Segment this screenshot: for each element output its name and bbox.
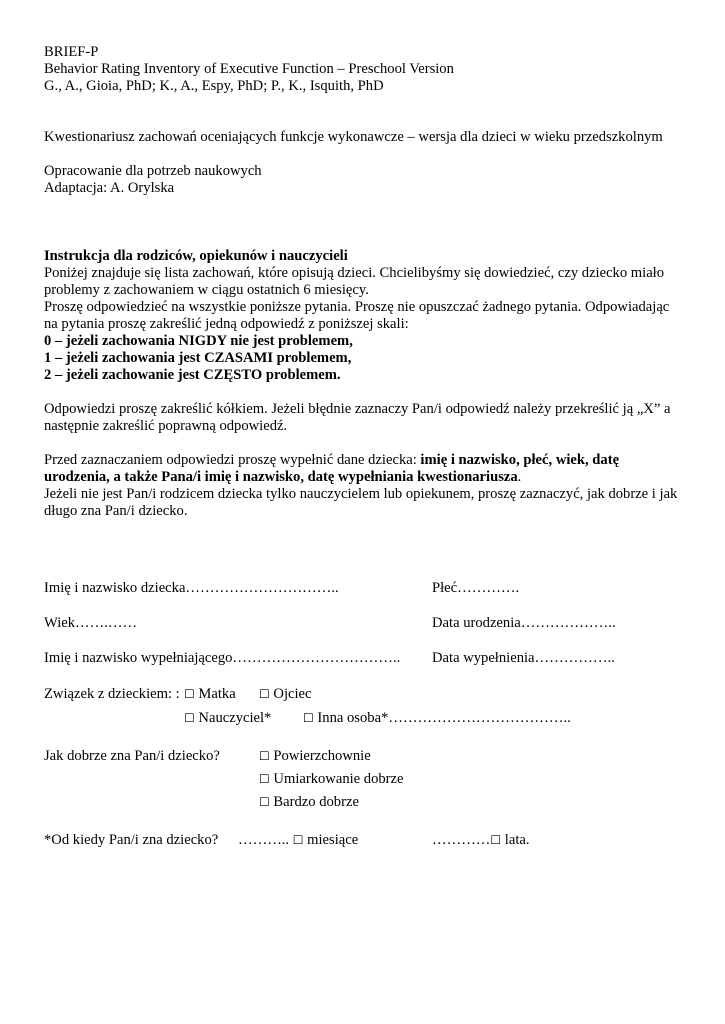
instructions-text: długo zna Pan/i dziecko. bbox=[44, 503, 188, 519]
relation-other-option[interactable]: ☐ Inna osoba*……………………………….. bbox=[303, 710, 571, 726]
instrument-full-title: Behavior Rating Inventory of Executive Function – Preschool Version bbox=[44, 61, 454, 77]
know-moderate-option[interactable]: ☐ Umiarkowanie dobrze bbox=[259, 771, 404, 787]
checkbox-icon[interactable]: ☐ bbox=[259, 749, 270, 763]
instructions-text: Proszę odpowiedzieć na wszystkie poniższe pytania. Proszę nie opuszczać żadnego pytania. Odpowiadając bbox=[44, 299, 670, 315]
instructions-text: urodzenia, a także Pana/i imię i nazwisko, datę wypełniania kwestionariusza. bbox=[44, 469, 522, 485]
sex-field[interactable]: Płeć…………. bbox=[432, 580, 520, 596]
instructions-heading: Instrukcja dla rodziców, opiekunów i nauczycieli bbox=[44, 248, 348, 264]
document-page bbox=[44, 44, 684, 520]
relation-father-option[interactable]: ☐ Ojciec bbox=[259, 686, 312, 702]
checkbox-icon[interactable]: ☐ bbox=[259, 687, 270, 701]
scale-item: 0 – jeżeli zachowania NIGDY nie jest problemem, bbox=[44, 333, 353, 349]
adaptation-info bbox=[44, 163, 684, 197]
relation-teacher-option[interactable]: ☐ Nauczyciel* bbox=[184, 710, 272, 726]
know-superficial-option[interactable]: ☐ Powierzchownie bbox=[259, 748, 371, 764]
age-field[interactable]: Wiek…….…… bbox=[44, 615, 138, 631]
birth-date-field[interactable]: Data urodzenia……………….. bbox=[432, 615, 616, 631]
relation-mother-option[interactable]: ☐ Matka bbox=[184, 686, 236, 702]
instructions-text: Jeżeli nie jest Pan/i rodzicem dziecka tylko nauczycielem lub opiekunem, proszę zaznaczyć, jak dobrze i jak bbox=[44, 486, 678, 502]
polish-title: Kwestionariusz zachowań oceniających funkcje wykonawcze – wersja dla dzieci w wieku przedszkolnym bbox=[44, 129, 663, 145]
checkbox-icon[interactable]: ☐ bbox=[490, 833, 502, 847]
adaptation-purpose: Opracowanie dla potrzeb naukowych bbox=[44, 163, 262, 179]
child-name-field[interactable]: Imię i nazwisko dziecka………………………….. bbox=[44, 580, 339, 596]
checkbox-icon[interactable]: ☐ bbox=[184, 687, 195, 701]
checkbox-icon[interactable]: ☐ bbox=[292, 833, 304, 847]
years-field[interactable]: …………☐ lata. bbox=[432, 832, 530, 848]
relation-label: Związek z dzieckiem: : bbox=[44, 686, 180, 702]
checkbox-icon[interactable]: ☐ bbox=[259, 795, 270, 809]
instructions-text: problemy z zachowaniem w ciągu ostatnich 6 miesięcy. bbox=[44, 282, 369, 298]
checkbox-icon[interactable]: ☐ bbox=[259, 772, 270, 786]
know-question: Jak dobrze zna Pan/i dziecko? bbox=[44, 748, 220, 764]
know-very-well-option[interactable]: ☐ Bardzo dobrze bbox=[259, 794, 359, 810]
months-field[interactable]: ……….. ☐ miesiące bbox=[238, 832, 359, 848]
checkbox-icon[interactable]: ☐ bbox=[303, 711, 314, 725]
instructions-text: Odpowiedzi proszę zakreślić kółkiem. Jeżeli błędnie zaznaczy Pan/i odpowiedź należy przekreślić ją „X” a bbox=[44, 401, 671, 417]
filler-name-field[interactable]: Imię i nazwisko wypełniającego…………………………….. bbox=[44, 650, 401, 666]
instructions-text: na pytania proszę zakreślić jedną odpowiedź z poniższej skali: bbox=[44, 316, 409, 332]
instrument-acronym: BRIEF-P bbox=[44, 44, 99, 60]
instructions-text: Poniżej znajduje się lista zachowań, które opisują dzieci. Chcielibyśmy się dowiedzieć, czy dziecko miało bbox=[44, 265, 665, 281]
instructions-text: następnie zakreślić poprawną odpowiedź. bbox=[44, 418, 288, 434]
scale-item: 2 – jeżeli zachowanie jest CZĘSTO problemem. bbox=[44, 367, 341, 383]
instrument-authors: G., A., Gioia, PhD; K., A., Espy, PhD; P., K., Isquith, PhD bbox=[44, 78, 384, 94]
instructions-section bbox=[44, 248, 684, 520]
scale-item: 1 – jeżeli zachowania jest CZASAMI problemem, bbox=[44, 350, 352, 366]
header bbox=[44, 44, 684, 95]
checkbox-icon[interactable]: ☐ bbox=[184, 711, 195, 725]
fill-date-field[interactable]: Data wypełnienia…………….. bbox=[432, 650, 615, 666]
instructions-text: Przed zaznaczaniem odpowiedzi proszę wypełnić dane dziecka: imię i nazwisko, płeć, wiek, datę bbox=[44, 452, 620, 468]
since-question: *Od kiedy Pan/i zna dziecko? bbox=[44, 832, 219, 848]
adaptation-author: Adaptacja: A. Orylska bbox=[44, 180, 175, 196]
